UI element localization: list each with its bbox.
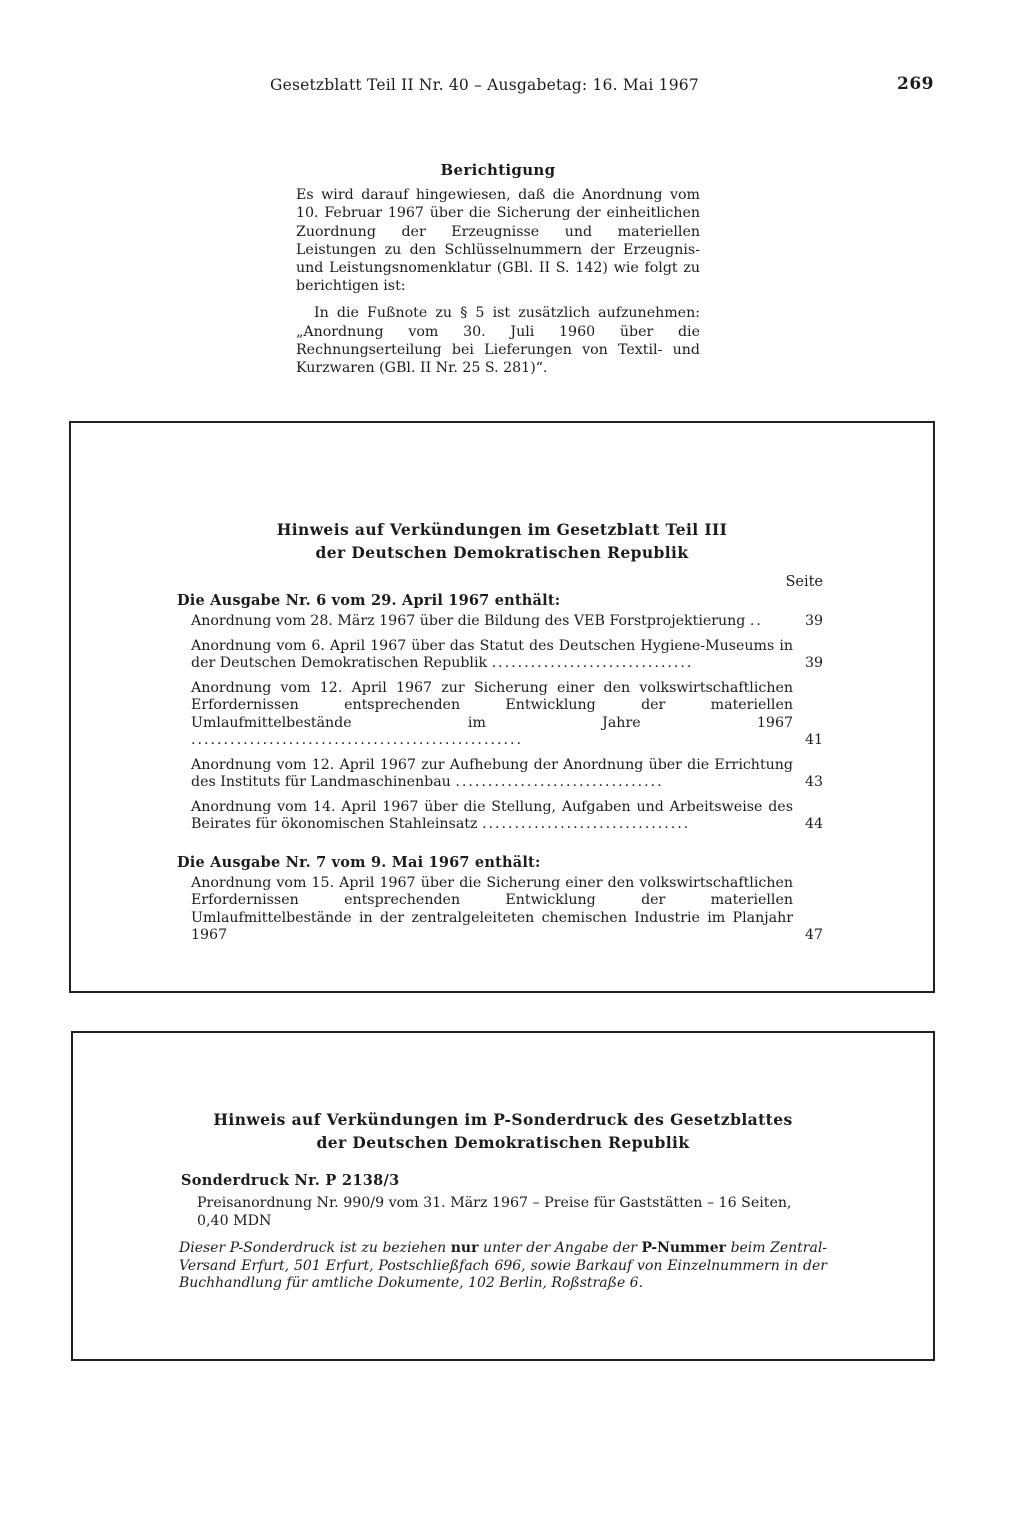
- correction-paragraph-2: In die Fußnote zu § 5 ist zusätzlich aufzunehmen: „Anordnung vom 30. Juli 1960 über die Rechnungserteilung bei Lieferungen von Textil- und Kurzwaren (GBl. II Nr. 25 S. 281)“.: [296, 305, 700, 377]
- entry-text: Anordnung vom 6. April 1967 über das Statut des Deutschen Hygiene-Museums in der Deutschen Demokratischen Republik ...............................: [191, 637, 793, 671]
- list-item: [191, 638, 823, 673]
- page-number: 269: [897, 74, 934, 94]
- issue-heading: Die Ausgabe Nr. 6 vom 29. April 1967 enthält:: [177, 592, 561, 609]
- correction-notice: [296, 161, 700, 386]
- entry-page-number: 47: [804, 927, 823, 943]
- entry-text: Anordnung vom 14. April 1967 über die Stellung, Aufgaben und Arbeitsweise des Beirates für ökonomischen Stahleinsatz ................................: [191, 798, 793, 832]
- entry-page-number: 39: [804, 655, 823, 671]
- entry-text: Anordnung vom 28. März 1967 über die Bildung des VEB Forstprojektierung ..: [191, 613, 763, 629]
- entry-page-number: 43: [804, 774, 823, 790]
- entry-page-number: 44: [804, 816, 823, 832]
- entry-list: [71, 875, 933, 945]
- notice-part3-title: [71, 518, 933, 564]
- entry-text: Anordnung vom 15. April 1967 über die Sicherung einer den volkswirtschaftlichen Erfordernissen entsprechenden Entwicklung der materiellen Umlaufmittelbestände in der zentralgeleiteten chemischen Industrie im Planjahr 1967: [191, 874, 793, 943]
- notice-special-title-line2: der Deutschen Demokratischen Republik: [316, 1133, 690, 1152]
- list-item: [191, 799, 823, 834]
- correction-title: Berichtigung: [440, 161, 556, 179]
- notice-special-print: [71, 1031, 935, 1361]
- running-head: Gesetzblatt Teil II Nr. 40 – Ausgabetag: 16. Mai 1967: [270, 76, 699, 94]
- list-item: [191, 613, 823, 631]
- correction-paragraph-1: Es wird darauf hingewiesen, daß die Anordnung vom 10. Februar 1967 über die Sicherung der einheitlichen Zuordnung der Erzeugnisse und materiellen Leistungen zu den Schlüsselnummern der Erzeugnis- und Leistungsnomenklatur (GBl. II S. 142) wie folgt zu berichtigen ist:: [296, 187, 700, 295]
- entry-list: [71, 613, 933, 834]
- notice-part3-title-line1: Hinweis auf Verkündungen im Gesetzblatt Teil III: [276, 520, 728, 539]
- entry-page-number: 39: [804, 613, 823, 629]
- issue-heading: Die Ausgabe Nr. 7 vom 9. Mai 1967 enthält:: [177, 853, 541, 871]
- entry-page-number: 41: [804, 732, 823, 748]
- notice-gazette-part3: [69, 421, 935, 993]
- notice-special-title: [73, 1108, 933, 1154]
- notice-special-title-line1: Hinweis auf Verkündungen im P-Sonderdruck des Gesetzblattes: [213, 1110, 793, 1129]
- issue-block: [71, 592, 933, 834]
- special-print-item: Preisanordnung Nr. 990/9 vom 31. März 1967 – Preise für Gaststätten – 16 Seiten, 0,40 MDN: [197, 1195, 792, 1229]
- list-item: [191, 875, 823, 945]
- page-column-label: Seite: [785, 574, 823, 590]
- ordering-note: Dieser P-Sonderdruck ist zu beziehen nur unter der Angabe der P-Nummer beim Zentral-Versand Erfurt, 501 Erfurt, Postschließfach 696, sowie Barkauf von Einzelnummern in der Buchhandlung für amtliche Dokumente, 102 Berlin, Roßstraße 6.: [179, 1240, 828, 1291]
- list-item: [191, 757, 823, 792]
- entry-text: Anordnung vom 12. April 1967 zur Sicherung einer den volkswirtschaftlichen Erfordernissen entsprechenden Entwicklung der materiellen Umlaufmittelbestände im Jahre 1967 ...................................................: [191, 679, 793, 748]
- issue-block: [71, 854, 933, 945]
- special-print-heading: Sonderdruck Nr. P 2138/3: [181, 1172, 400, 1189]
- notice-part3-title-line2: der Deutschen Demokratischen Republik: [315, 543, 689, 562]
- list-item: [191, 680, 823, 750]
- entry-text: Anordnung vom 12. April 1967 zur Aufhebung der Anordnung über die Errichtung des Instituts für Landmaschinenbau ................................: [191, 756, 793, 790]
